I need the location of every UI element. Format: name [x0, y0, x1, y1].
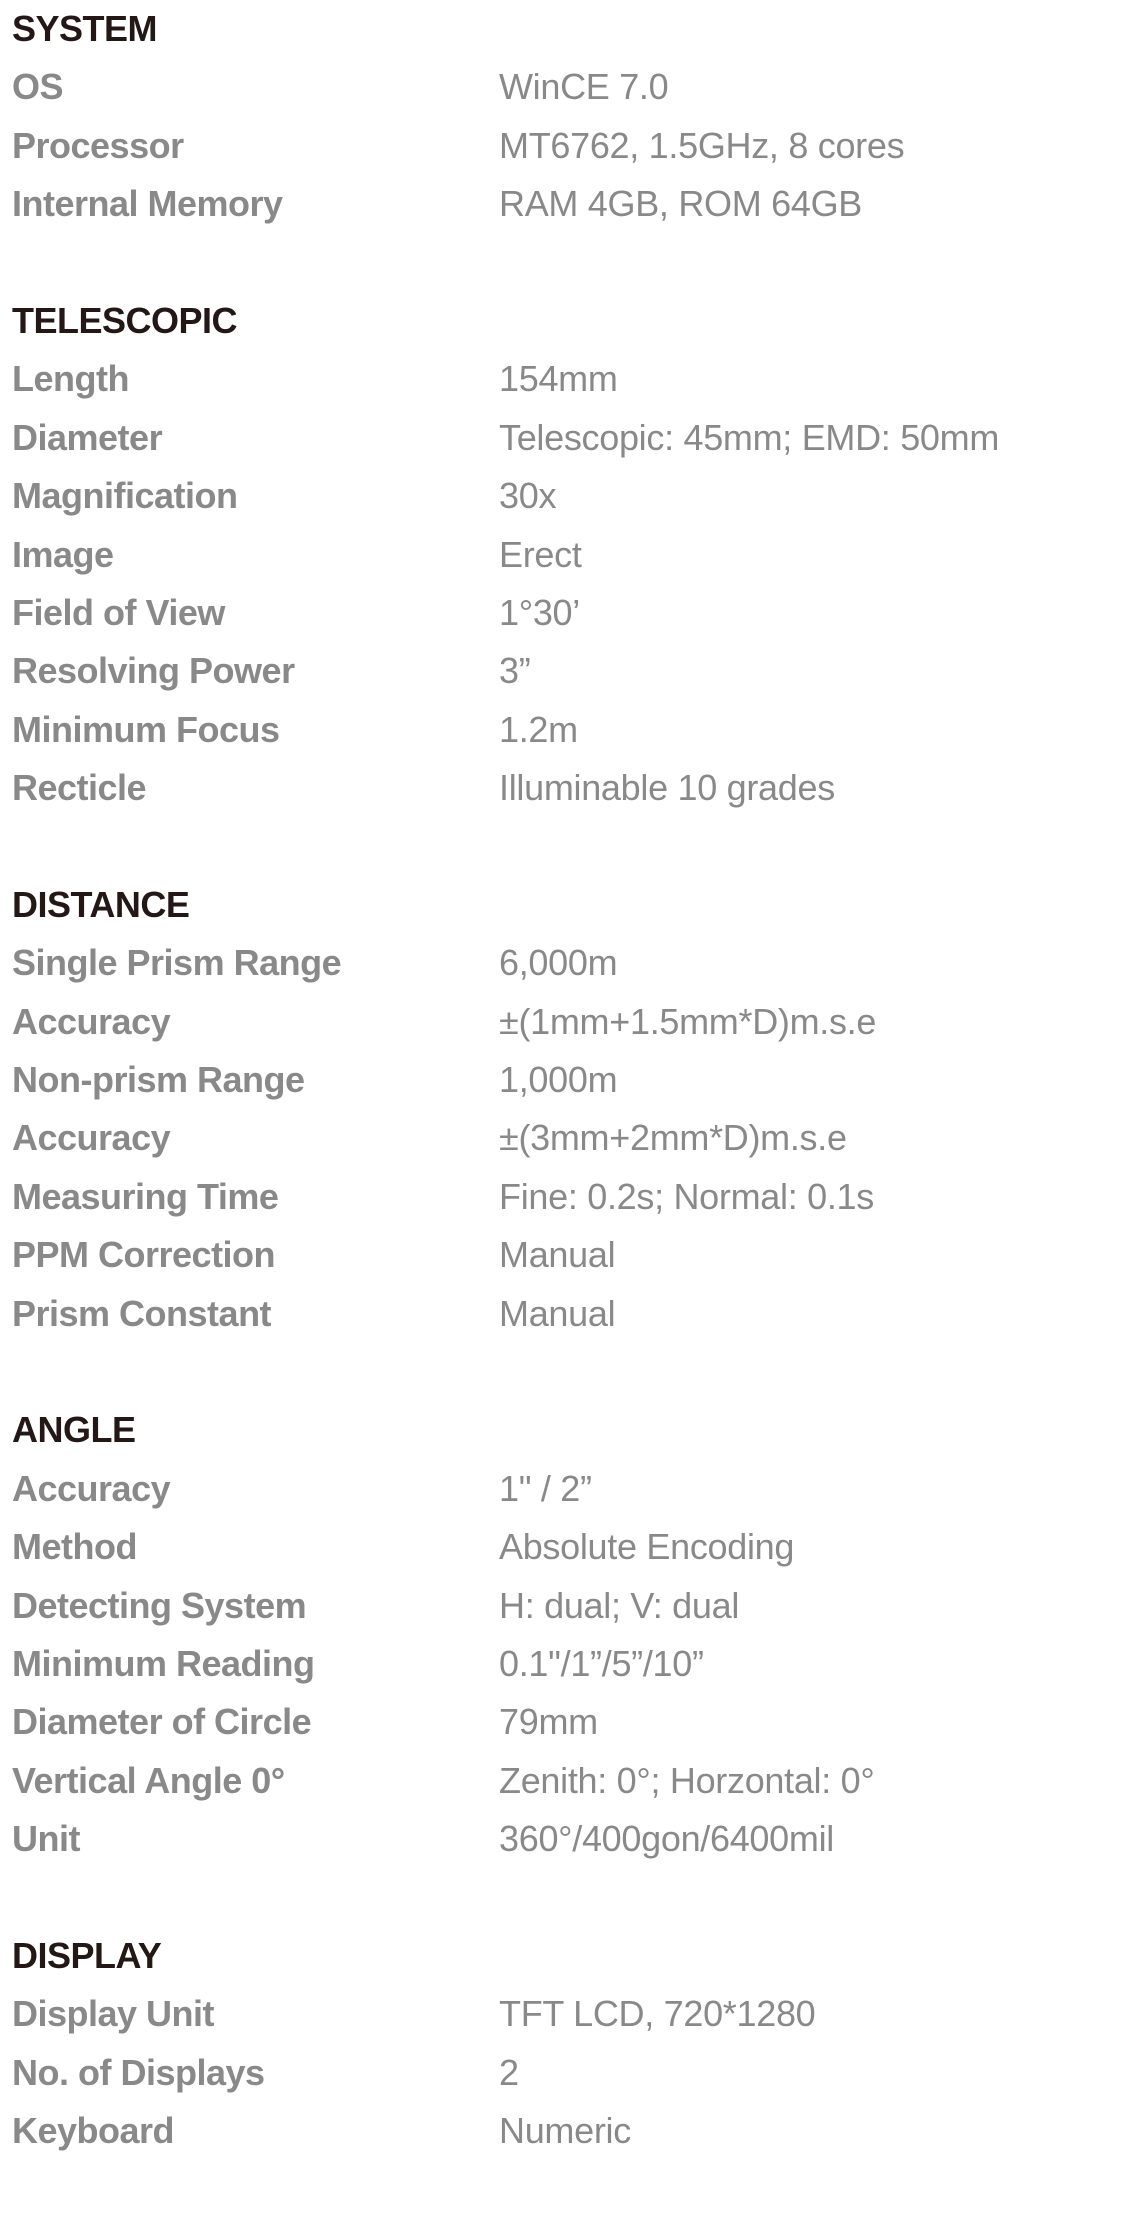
spec-value: 1°30’	[499, 591, 580, 633]
spec-label: Magnification	[12, 475, 238, 517]
spec-value: ±(3mm+2mm*D)m.s.e	[499, 1117, 847, 1159]
spec-label: Detecting System	[12, 1584, 307, 1626]
spec-row	[12, 1518, 1142, 1576]
spec-row	[12, 1109, 1142, 1167]
section-heading: DISTANCE	[12, 883, 190, 925]
spec-label: Resolving Power	[12, 650, 295, 692]
spec-row	[12, 58, 1142, 116]
spec-value: Manual	[499, 1234, 616, 1276]
spec-row	[12, 993, 1142, 1051]
spec-value: Numeric	[499, 2110, 631, 2152]
spec-value: Illuminable 10 grades	[499, 767, 835, 809]
spec-row	[12, 1460, 1142, 1518]
spec-label: Single Prism Range	[12, 942, 342, 984]
spec-row	[12, 1168, 1142, 1226]
spec-value: RAM 4GB, ROM 64GB	[499, 183, 862, 225]
spec-label: Unit	[12, 1818, 80, 1860]
spec-label: Field of View	[12, 591, 225, 633]
spec-value: MT6762, 1.5GHz, 8 cores	[499, 124, 905, 166]
spec-label: Measuring Time	[12, 1175, 279, 1217]
spec-value: 360°/400gon/6400mil	[499, 1818, 834, 1860]
spec-row	[12, 934, 1142, 992]
spec-value: 1" / 2”	[499, 1467, 592, 1509]
spec-label: PPM Correction	[12, 1234, 276, 1276]
spec-row	[12, 117, 1142, 175]
spec-row	[12, 1226, 1142, 1284]
spec-value: ±(1mm+1.5mm*D)m.s.e	[499, 1000, 877, 1042]
spec-value: H: dual; V: dual	[499, 1584, 740, 1626]
spec-row	[12, 1752, 1142, 1810]
spec-value: 3”	[499, 650, 531, 692]
spec-label: Accuracy	[12, 1117, 171, 1159]
spec-value: 154mm	[499, 358, 618, 400]
spec-label: Diameter	[12, 416, 163, 458]
spec-label: Recticle	[12, 767, 147, 809]
spec-sheet	[12, 0, 1142, 2219]
spec-row	[12, 2102, 1142, 2160]
spec-section-distance	[12, 876, 1142, 1343]
spec-label: No. of Displays	[12, 2051, 265, 2093]
spec-value: 6,000m	[499, 942, 618, 984]
spec-row	[12, 175, 1142, 233]
spec-row	[12, 1985, 1142, 2043]
spec-label: Diameter of Circle	[12, 1701, 312, 1743]
spec-label: Vertical Angle 0°	[12, 1759, 285, 1801]
spec-section-telescopic	[12, 292, 1142, 818]
spec-value: Telescopic: 45mm; EMD: 50mm	[499, 416, 1000, 458]
spec-value: 0.1"/1”/5”/10”	[499, 1642, 704, 1684]
spec-value: 1,000m	[499, 1059, 618, 1101]
spec-row	[12, 701, 1142, 759]
spec-row	[12, 1635, 1142, 1693]
spec-row	[12, 759, 1142, 817]
spec-row	[12, 642, 1142, 700]
section-heading: SYSTEM	[12, 8, 158, 49]
section-heading: ANGLE	[12, 1409, 136, 1451]
spec-row	[12, 350, 1142, 408]
spec-value: Absolute Encoding	[499, 1526, 795, 1568]
spec-label: Image	[12, 533, 114, 575]
spec-label: Non-prism Range	[12, 1059, 305, 1101]
spec-label: Internal Memory	[12, 183, 283, 225]
spec-row	[12, 467, 1142, 525]
spec-label: Length	[12, 358, 129, 400]
spec-row	[12, 1051, 1142, 1109]
spec-row	[12, 584, 1142, 642]
spec-value: 2	[499, 2051, 519, 2093]
spec-section-display	[12, 1927, 1142, 2161]
spec-label: Display Unit	[12, 1993, 215, 2035]
spec-row	[12, 1810, 1142, 1868]
spec-row	[12, 2044, 1142, 2102]
spec-row	[12, 409, 1142, 467]
spec-section-angle	[12, 1401, 1142, 1868]
section-heading: TELESCOPIC	[12, 299, 238, 341]
spec-label: OS	[12, 66, 64, 108]
spec-row	[12, 1577, 1142, 1635]
spec-row	[12, 1693, 1142, 1751]
spec-value: 30x	[499, 475, 557, 517]
spec-label: Accuracy	[12, 1000, 171, 1042]
section-heading: DISPLAY	[12, 1934, 162, 1976]
spec-label: Accuracy	[12, 1467, 171, 1509]
spec-label: Minimum Focus	[12, 708, 280, 750]
spec-row	[12, 526, 1142, 584]
spec-value: 1.2m	[499, 708, 578, 750]
spec-label: Prism Constant	[12, 1292, 272, 1334]
spec-label: Keyboard	[12, 2110, 175, 2152]
spec-value: Zenith: 0°; Horzontal: 0°	[499, 1759, 875, 1801]
spec-value: 79mm	[499, 1701, 598, 1743]
spec-row	[12, 1285, 1142, 1343]
spec-label: Minimum Reading	[12, 1642, 315, 1684]
spec-value: Manual	[499, 1292, 616, 1334]
spec-label: Method	[12, 1526, 137, 1568]
spec-value: Fine: 0.2s; Normal: 0.1s	[499, 1175, 874, 1217]
spec-value: Erect	[499, 533, 582, 575]
spec-value: WinCE 7.0	[499, 66, 669, 108]
spec-section-system	[12, 0, 1142, 234]
spec-label: Processor	[12, 124, 184, 166]
spec-value: TFT LCD, 720*1280	[499, 1993, 816, 2035]
